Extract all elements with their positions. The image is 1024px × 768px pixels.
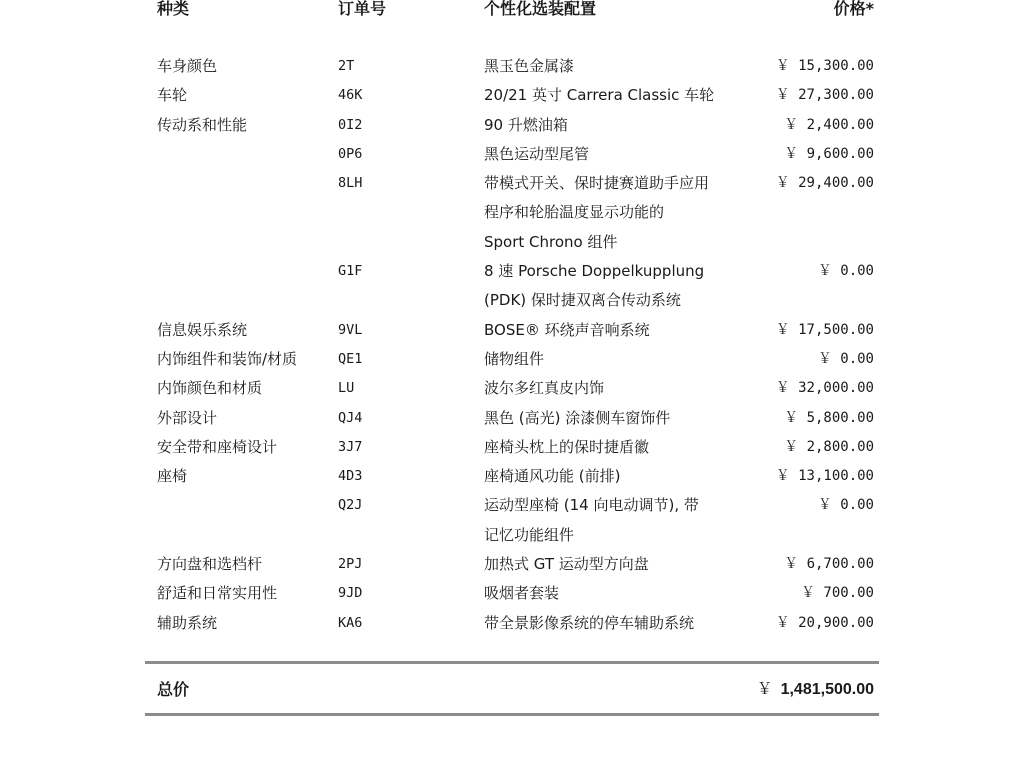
row-price: ￥ 0.00: [817, 497, 874, 514]
row-option: [484, 462, 754, 491]
row-category: 方向盘和选档杆: [157, 555, 263, 574]
row-option-line: 程序和轮胎温度显示功能的: [484, 203, 665, 222]
row-order-code: G1F: [338, 263, 363, 280]
table-row: [0, 111, 1024, 140]
total-row: [0, 676, 1024, 704]
row-price: ￥ 5,800.00: [784, 409, 874, 426]
total-amount: [757, 676, 874, 704]
table-row: [0, 579, 1024, 608]
table-row: [0, 491, 1024, 550]
header-option: 个性化选装配置: [484, 0, 597, 18]
row-option-line: 黑玉色金属漆: [484, 57, 575, 75]
row-option-line: Sport Chrono 组件: [484, 232, 618, 251]
row-option-line: 座椅通风功能 (前排): [484, 467, 621, 486]
row-option: [484, 111, 754, 140]
table-row: [0, 609, 1024, 638]
row-option: [484, 257, 754, 316]
row-option-line: 带全景影像系统的停车辅助系统: [484, 613, 695, 632]
options-table-body: [0, 52, 1024, 638]
row-option-line: 吸烟者套装: [484, 584, 560, 603]
total-divider-top: [145, 661, 879, 664]
row-option: [484, 550, 754, 579]
row-category: 车身颜色: [157, 57, 218, 75]
row-option: [484, 52, 754, 81]
row-order-code: 4D3: [338, 468, 363, 485]
row-option-line: 加热式 GT 运动型方向盘: [484, 555, 649, 574]
row-category: 内饰颜色和材质: [157, 379, 263, 398]
total-amount-value: 1,481,500.00: [780, 681, 874, 698]
row-option: [484, 169, 754, 257]
row-order-code: 2T: [338, 58, 355, 74]
row-price: ￥ 13,100.00: [775, 468, 874, 485]
table-row: [0, 140, 1024, 169]
row-price: ￥ 15,300.00: [775, 58, 874, 74]
row-category: 外部设计: [157, 408, 218, 427]
row-order-code: 9VL: [338, 321, 363, 338]
row-order-code: LU: [338, 380, 355, 397]
row-option: [484, 404, 754, 433]
row-price: ￥ 20,900.00: [775, 614, 874, 631]
row-price: ￥ 29,400.00: [775, 175, 874, 192]
row-option-line: 储物组件: [484, 349, 545, 368]
row-category: 车轮: [157, 86, 188, 105]
row-option: [484, 433, 754, 462]
row-option-line: 黑色 (高光) 涂漆侧车窗饰件: [484, 408, 671, 427]
row-price: ￥ 17,500.00: [775, 321, 874, 338]
row-price: ￥ 2,800.00: [784, 438, 874, 455]
row-order-code: 0I2: [338, 116, 363, 133]
row-order-code: 8LH: [338, 175, 363, 192]
table-row: [0, 169, 1024, 257]
row-price: ￥ 32,000.00: [775, 380, 874, 397]
table-row: [0, 345, 1024, 374]
row-order-code: 46K: [338, 87, 363, 104]
table-row: [0, 462, 1024, 491]
row-option: [484, 140, 754, 169]
row-price: ￥ 9,600.00: [784, 145, 874, 162]
row-price: ￥ 27,300.00: [775, 87, 874, 104]
row-option-line: 20/21 英寸 Carrera Classic 车轮: [484, 86, 715, 105]
row-option-line: 运动型座椅 (14 向电动调节), 带: [484, 496, 699, 515]
row-option-line: 带模式开关、保时捷赛道助手应用: [484, 174, 710, 193]
row-category: 舒适和日常实用性: [157, 584, 278, 603]
row-order-code: Q2J: [338, 497, 363, 514]
table-row: [0, 374, 1024, 403]
table-row: [0, 316, 1024, 345]
row-option-line: 90 升燃油箱: [484, 115, 568, 134]
row-option-line: 座椅头枕上的保时捷盾徽: [484, 437, 650, 456]
row-option-line: 8 速 Porsche Doppelkupplung: [484, 262, 705, 281]
row-price: ￥ 2,400.00: [784, 116, 874, 133]
table-row: [0, 404, 1024, 433]
row-option: [484, 609, 754, 638]
row-option-line: BOSE® 环绕声音响系统: [484, 320, 650, 339]
row-option-line: 波尔多红真皮内饰: [484, 379, 605, 398]
row-category: 辅助系统: [157, 613, 218, 632]
header-price: 价格*: [833, 0, 874, 18]
row-price: ￥ 700.00: [800, 585, 874, 602]
row-price: ￥ 0.00: [817, 350, 874, 367]
row-option: [484, 579, 754, 608]
row-option-line: 黑色运动型尾管: [484, 144, 590, 163]
row-option-line: (PDK) 保时捷双离合传动系统: [484, 291, 681, 310]
total-label: 总价: [157, 680, 190, 699]
row-option-line: 记忆功能组件: [484, 525, 575, 544]
row-price: ￥ 6,700.00: [784, 556, 874, 573]
row-order-code: 0P6: [338, 145, 363, 162]
row-option: [484, 81, 754, 110]
row-order-code: QE1: [338, 350, 363, 367]
table-row: [0, 550, 1024, 579]
table-row: [0, 52, 1024, 81]
total-currency: ￥: [756, 681, 773, 698]
row-order-code: 3J7: [338, 438, 363, 455]
table-row: [0, 81, 1024, 110]
row-option: [484, 491, 754, 550]
row-option: [484, 374, 754, 403]
row-category: 信息娱乐系统: [157, 320, 248, 339]
row-order-code: 2PJ: [338, 556, 363, 573]
table-header: [0, 0, 1024, 20]
row-order-code: 9JD: [338, 585, 363, 602]
table-row: [0, 433, 1024, 462]
row-category: 安全带和座椅设计: [157, 437, 278, 456]
header-order-code: 订单号: [338, 0, 387, 18]
row-order-code: KA6: [338, 614, 363, 631]
row-price: ￥ 0.00: [817, 263, 874, 280]
row-option: [484, 316, 754, 345]
table-row: [0, 257, 1024, 316]
total-divider-bottom: [145, 713, 879, 716]
row-order-code: QJ4: [338, 409, 363, 426]
row-option: [484, 345, 754, 374]
row-category: 传动系和性能: [157, 115, 248, 134]
header-category: 种类: [157, 0, 190, 18]
row-category: 内饰组件和装饰/材质: [157, 349, 298, 368]
row-category: 座椅: [157, 467, 188, 486]
